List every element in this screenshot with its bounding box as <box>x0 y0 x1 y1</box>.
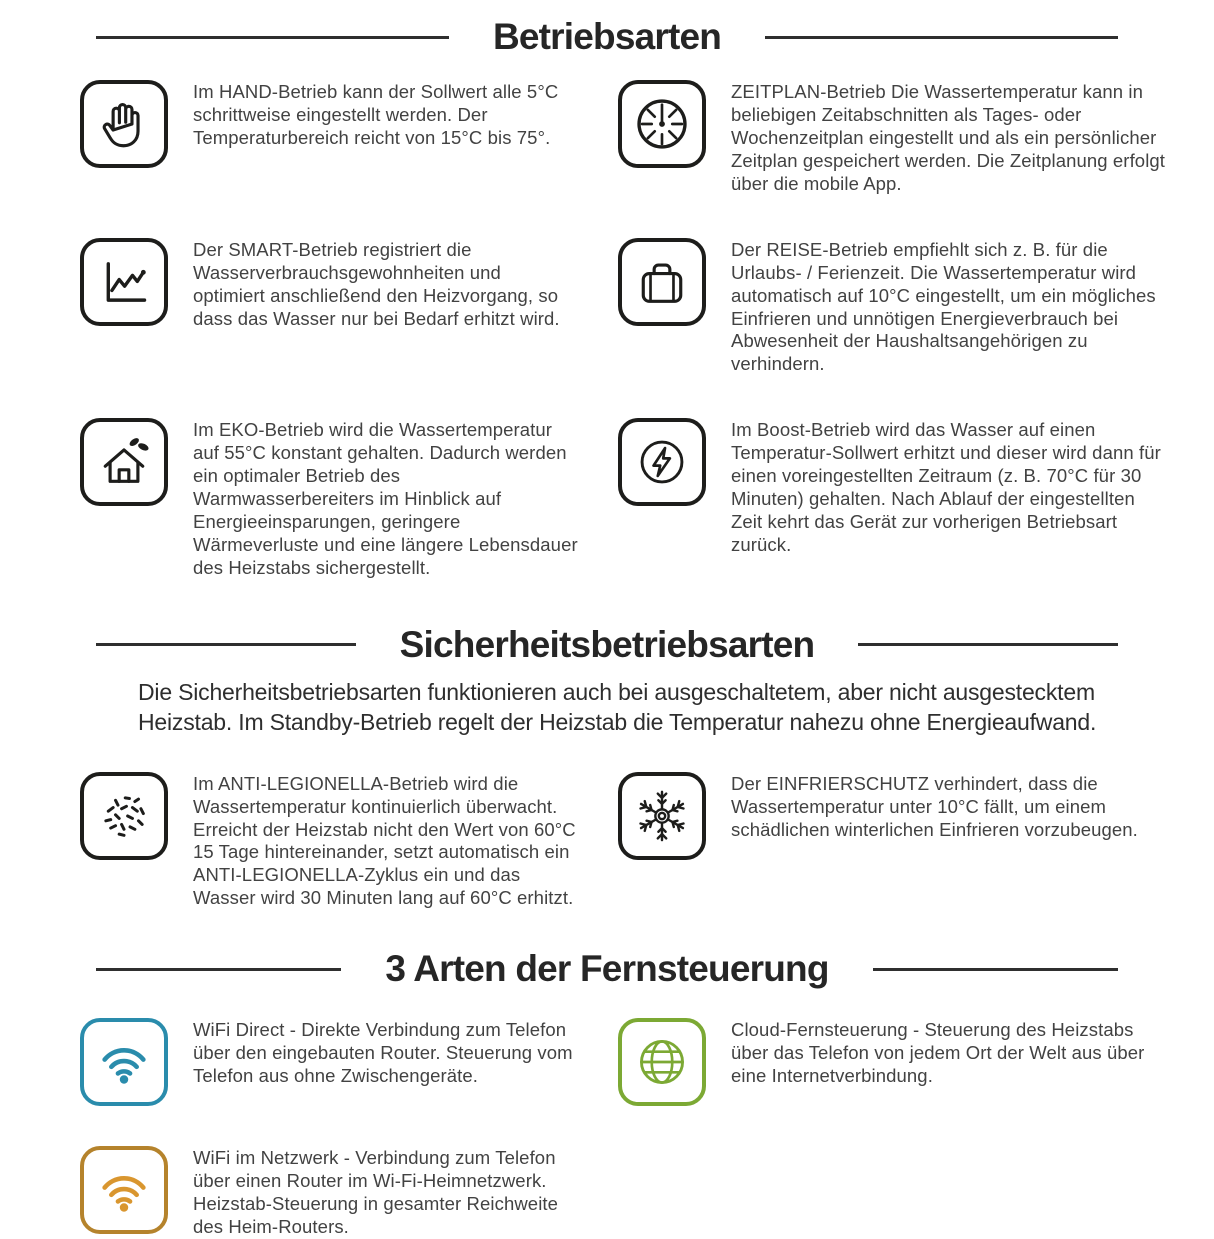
remote-grid <box>0 1018 1214 1239</box>
sicherheitsbetriebsarten-title: Sicherheitsbetriebsarten <box>399 623 815 665</box>
modes-grid <box>0 80 1214 580</box>
mode-item-smart <box>80 238 578 331</box>
mode-description: Der SMART-Betrieb registriert die Wasserverbrauchsgewohnheiten und optimiert anschließend den Heizvorgang, so dass das Wasser nur bei Bedarf erhitzt wird. <box>193 238 560 329</box>
wifi-direct-icon <box>80 1018 168 1106</box>
mode-item-eko <box>80 418 578 580</box>
betriebsarten-title: Betriebsarten <box>492 16 722 57</box>
mode-item-reise <box>618 238 1168 377</box>
fernsteuerung-title-row <box>0 948 1214 990</box>
bacteria-icon <box>80 772 168 860</box>
hand-icon <box>80 80 168 168</box>
mode-description: Der EINFRIERSCHUTZ verhindert, dass die Wassertemperatur unter 10°C fällt, um einem schädlichen winterlichen Einfrieren vorzubeugen. <box>731 772 1138 840</box>
wifi-network-icon <box>80 1146 168 1234</box>
mode-item-einfrierschutz <box>618 772 1168 860</box>
mode-item-hand <box>80 80 578 168</box>
divider-line <box>858 643 1118 646</box>
fernsteuerung-title: 3 Arten der Fernsteuerung <box>385 948 829 990</box>
snowflake-icon <box>618 772 706 860</box>
mode-item-anti-legionella <box>80 772 578 911</box>
suitcase-icon <box>618 238 706 326</box>
mode-description: Im ANTI-LEGIONELLA-Betrieb wird die Wassertemperatur kontinuierlich überwacht. Erreicht der Heizstab nicht den Wert von 60°C 15 Tage hintereinander, setzt automatisch ein ANTI-LEGIONELLA-Zyklus ein und das Wasser wird 30 Minuten lang auf 60°C erhitzt. <box>193 772 576 909</box>
divider-line <box>873 968 1118 971</box>
boost-bolt-icon <box>618 418 706 506</box>
divider-line <box>96 643 356 646</box>
mode-description: ZEITPLAN-Betrieb Die Wassertemperatur kann in beliebigen Zeitabschnitten als Tages- oder Wochenzeitplan eingestellt und als ein persönlicher Zeitplan gespeichert werden. Die Zeitplanung erfolgt über die mobile App. <box>731 81 1166 194</box>
clock-icon <box>618 80 706 168</box>
chart-icon <box>80 238 168 326</box>
mode-description: Der REISE-Betrieb empfiehlt sich z. B. für die Urlaubs- / Ferienzeit. Die Wassertemperatur wird automatisch auf 10°C eingestellt, um ein mögliches Einfrieren und unnötigen Energieverbrauch bei Abwesenheit der Haushaltsangehörigen zu verhindern. <box>731 238 1156 375</box>
safety-grid <box>0 772 1214 911</box>
remote-item-wifi-direct <box>80 1018 578 1106</box>
remote-description: WiFi Direct - Direkte Verbindung zum Telefon über den eingebauten Router. Steuerung vom Telefon aus ohne Zwischengeräte. <box>193 1019 573 1087</box>
mode-description: Im Boost-Betrieb wird das Wasser auf einen Temperatur-Sollwert erhitzt und dieser wird dann für einen voreingestellten Zeitraum (z. B. 70°C für 30 Minuten) gehalten. Nach Ablauf der eingestellten Zeit kehrt das Gerät zur vorherigen Betriebsart zurück. <box>731 419 1161 555</box>
mode-item-zeitplan <box>618 80 1168 196</box>
remote-item-cloud <box>618 1018 1168 1106</box>
sicherheits-title-row <box>0 624 1214 666</box>
divider-line <box>765 36 1118 39</box>
globe-icon <box>618 1018 706 1106</box>
divider-line <box>96 36 449 39</box>
eco-house-icon <box>80 418 168 506</box>
remote-description: WiFi im Netzwerk - Verbindung zum Telefon über einen Router im Wi-Fi-Heimnetzwerk. Heizstab-Steuerung in gesamter Reichweite des Heim-Routers. <box>193 1147 559 1238</box>
divider-line <box>96 968 341 971</box>
remote-item-wifi-network <box>80 1146 578 1239</box>
sicherheits-intro: Die Sicherheitsbetriebsarten funktionieren auch bei ausgeschaltetem, aber nicht ausgestecktem Heizstab. Im Standby-Betrieb regelt der Heizstab die Temperatur nahezu ohne Energieaufwand. <box>138 678 1097 735</box>
betriebsarten-title-row <box>0 16 1214 58</box>
mode-item-boost <box>618 418 1168 557</box>
remote-description: Cloud-Fernsteuerung - Steuerung des Heizstabs über das Telefon von jedem Ort der Welt aus über eine Internetverbindung. <box>731 1019 1145 1087</box>
mode-description: Im EKO-Betrieb wird die Wassertemperatur auf 55°C konstant gehalten. Dadurch werden ein optimaler Betrieb des Warmwasserbereiters im Hinblick auf Energieeinsparungen, geringere Wärmeverluste und eine längere Lebensdauer des Heizstabs sichergestellt. <box>193 419 578 578</box>
mode-description: Im HAND-Betrieb kann der Sollwert alle 5°C schrittweise eingestellt werden. Der Temperaturbereich reicht von 15°C bis 75°. <box>193 81 559 148</box>
